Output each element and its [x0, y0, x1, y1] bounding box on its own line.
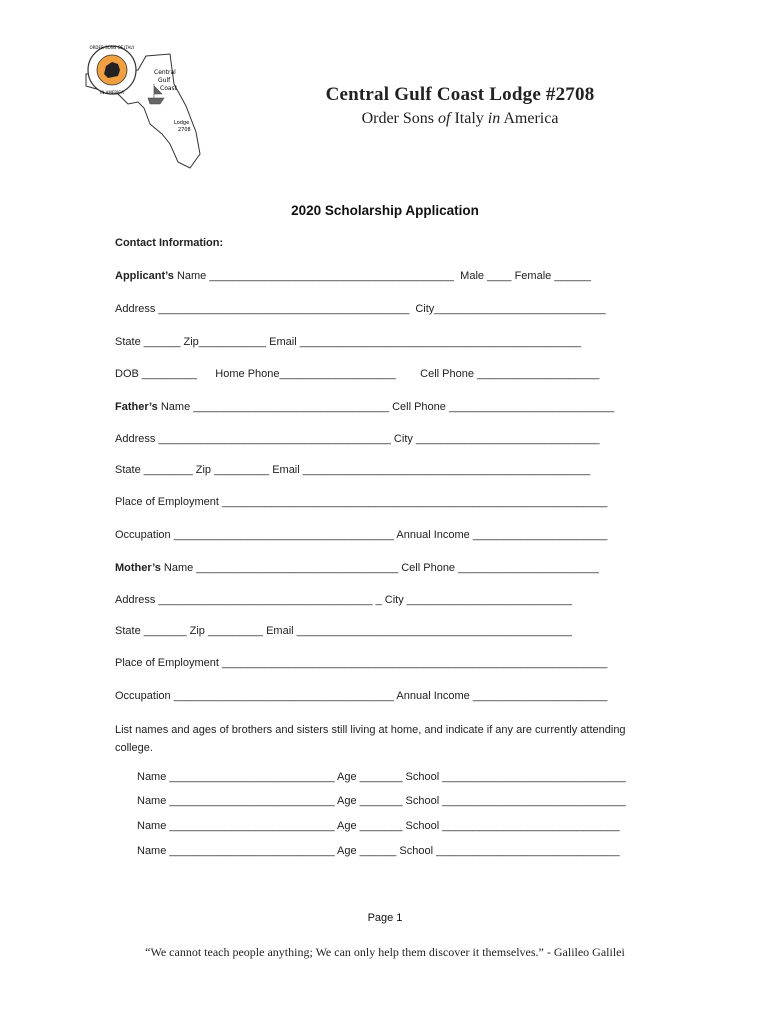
- map-label-coast: Coast: [160, 85, 178, 92]
- applicant-name-line[interactable]: Applicant’s Name ________________________________________ Male ____ Female ______: [115, 270, 592, 282]
- father-occupation-line[interactable]: Occupation ____________________________________ Annual Income ______________________: [115, 529, 608, 541]
- father-address-line[interactable]: Address ______________________________________ City ______________________________: [115, 433, 600, 445]
- father-name-line[interactable]: Father’s Name ________________________________ Cell Phone ___________________________: [115, 401, 615, 413]
- contact-info-label: Contact Information:: [115, 237, 224, 249]
- map-label-lodge: Lodge: [174, 120, 190, 126]
- mother-address-line[interactable]: Address ___________________________________ _ City ___________________________: [115, 594, 572, 606]
- form-heading: 2020 Scholarship Application: [291, 203, 479, 218]
- sibling-line[interactable]: Name ___________________________ Age _______ School ______________________________: [137, 771, 626, 783]
- lodge-subtitle: Order Sons of Italy in America: [361, 110, 559, 127]
- header-title-block: [270, 84, 650, 128]
- map-label-central: Central: [154, 69, 176, 76]
- sibling-line[interactable]: Name ___________________________ Age _______ School ______________________________: [137, 795, 626, 807]
- father-employment-line[interactable]: Place of Employment _______________________________________________________________: [115, 496, 608, 508]
- mother-state-line[interactable]: State _______ Zip _________ Email _____________________________________________: [115, 625, 572, 637]
- applicant-address-line[interactable]: Address _________________________________________ City____________________________: [115, 303, 606, 315]
- siblings-instruction: List names and ages of brothers and sisters still living at home, and indicate if any are currently attending college.: [115, 724, 626, 754]
- father-state-line[interactable]: State ________ Zip _________ Email _______________________________________________: [115, 464, 591, 476]
- sibling-line[interactable]: Name ___________________________ Age _______ School _____________________________: [137, 820, 620, 832]
- mother-occupation-line[interactable]: Occupation ____________________________________ Annual Income ______________________: [115, 690, 608, 702]
- mother-name-line[interactable]: Mother’s Name _________________________________ Cell Phone _______________________: [115, 562, 599, 574]
- lodge-logo: [78, 44, 218, 174]
- map-label-gulf: Gulf: [158, 77, 171, 84]
- lodge-title: Central Gulf Coast Lodge #2708: [325, 84, 595, 105]
- seal-text-bottom: IN AMERICA: [100, 90, 124, 95]
- seal-text-top: ORDER SONS OF ITALY: [89, 45, 135, 50]
- map-label-number: 2708: [178, 127, 191, 133]
- mother-employment-line[interactable]: Place of Employment _______________________________________________________________: [115, 657, 608, 669]
- applicant-dob-line[interactable]: DOB _________ Home Phone___________________ Cell Phone ____________________: [115, 368, 600, 380]
- sibling-line[interactable]: Name ___________________________ Age ______ School ______________________________: [137, 845, 620, 857]
- page-number: Page 1: [367, 912, 403, 924]
- footer-quote: “We cannot teach people anything; We can only help them discover it themselves.” - Galileo Galilei: [145, 945, 625, 959]
- applicant-state-line[interactable]: State ______ Zip___________ Email ______________________________________________: [115, 336, 582, 348]
